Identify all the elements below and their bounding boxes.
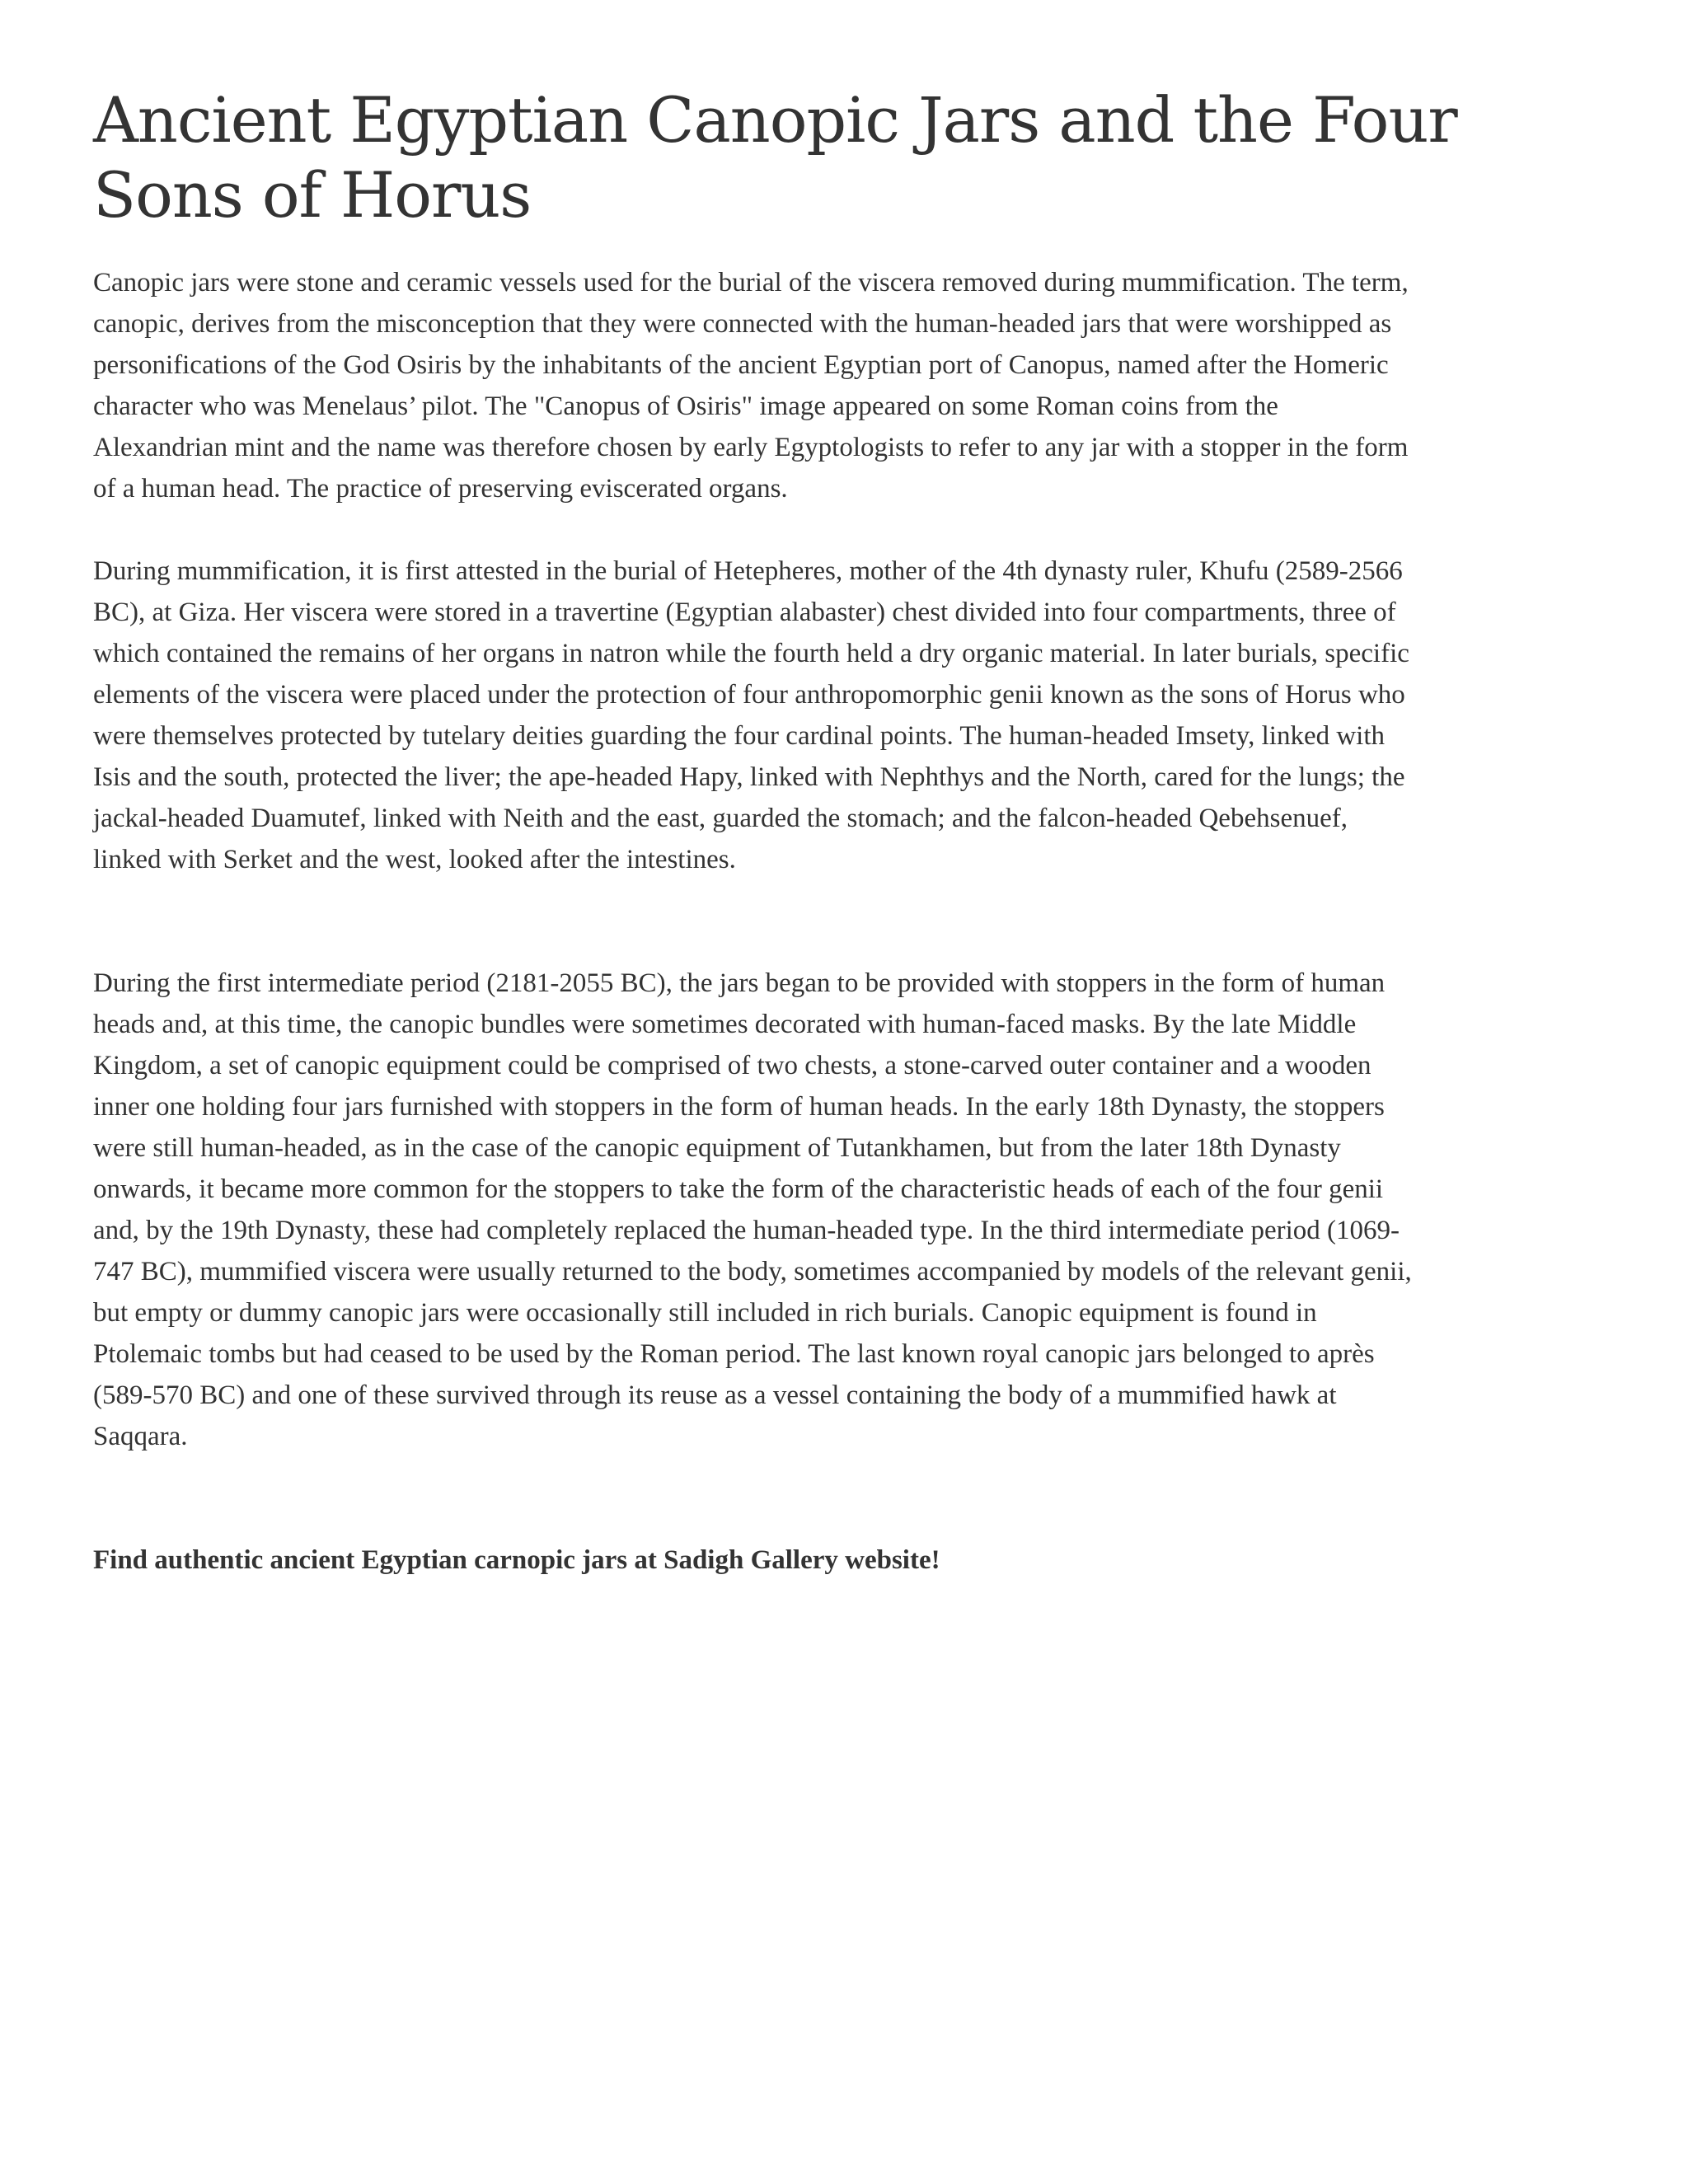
paragraph-spacer bbox=[93, 1457, 1527, 1540]
page-title: Ancient Egyptian Canopic Jars and the Four Sons of Horus bbox=[93, 83, 1457, 232]
paragraph-mummification: During mummification, it is first attested in the burial of Hetepheres, mother of the 4th dynasty ruler, Khufu (2589-2566 BC), at Giza. Her viscera were stored in a travertine (Egyptian alabaster) chest divided into four compartments, three of which contained the remains of her organs in natron while the fourth held a dry organic material. In later burials, specific elements of the viscera were placed under the protection of four anthropomorphic genii known as the sons of Horus who were themselves protected by tutelary deities guarding the four cardinal points. The human-headed Imsety, linked with Isis and the south, protected the liver; the ape-headed Hapy, linked with Nephthys and the North, cared for the lungs; the jackal-headed Duamutef, linked with Neith and the east, guarded the stomach; and the falcon-headed Qebehsenuef, linked with Serket and the west, looked after the intestines. bbox=[93, 556, 1409, 874]
paragraph-spacer bbox=[93, 509, 1527, 551]
paragraph-canopic-definition: Canopic jars were stone and ceramic vessels used for the burial of the viscera removed during mummification. The term, canopic, derives from the misconception that they were connected with the human-headed jars that were worshipped as personifications of the God Osiris by the inhabitants of the ancient Egyptian port of Canopus, named after the Homeric character who was Menelaus’ pilot. The "Canopus of Osiris" image appeared on some Roman coins from the Alexandrian mint and the name was therefore chosen by early Egyptologists to refer to any jar with a stopper in the form of a human head. The practice of preserving eviscerated organs. bbox=[93, 268, 1409, 504]
paragraph-spacer bbox=[93, 880, 1527, 963]
gallery-call-to-action: Find authentic ancient Egyptian carnopic jars at Sadigh Gallery website! bbox=[93, 1545, 940, 1575]
paragraph-history: During the first intermediate period (2181-2055 BC), the jars began to be provided with stoppers in the form of human heads and, at this time, the canopic bundles were sometimes decorated with human-faced masks. By the late Middle Kingdom, a set of canopic equipment could be comprised of two chests, a stone-carved outer container and a wooden inner one holding four jars furnished with stoppers in the form of human heads. In the early 18th Dynasty, the stoppers were still human-headed, as in the case of the canopic equipment of Tutankhamen, but from the later 18th Dynasty onwards, it became more common for the stoppers to take the form of the characteristic heads of each of the four genii and, by the 19th Dynasty, these had completely replaced the human-headed type. In the third intermediate period (1069-747 BC), mummified viscera were usually returned to the body, sometimes accompanied by models of the relevant genii, but empty or dummy canopic jars were occasionally still included in rich burials. Canopic equipment is found in Ptolemaic tombs but had ceased to be used by the Roman period. The last known royal canopic jars belonged to après (589-570 BC) and one of these survived through its reuse as a vessel containing the body of a mummified hawk at Saqqara. bbox=[93, 968, 1412, 1451]
article bbox=[93, 82, 1527, 1581]
